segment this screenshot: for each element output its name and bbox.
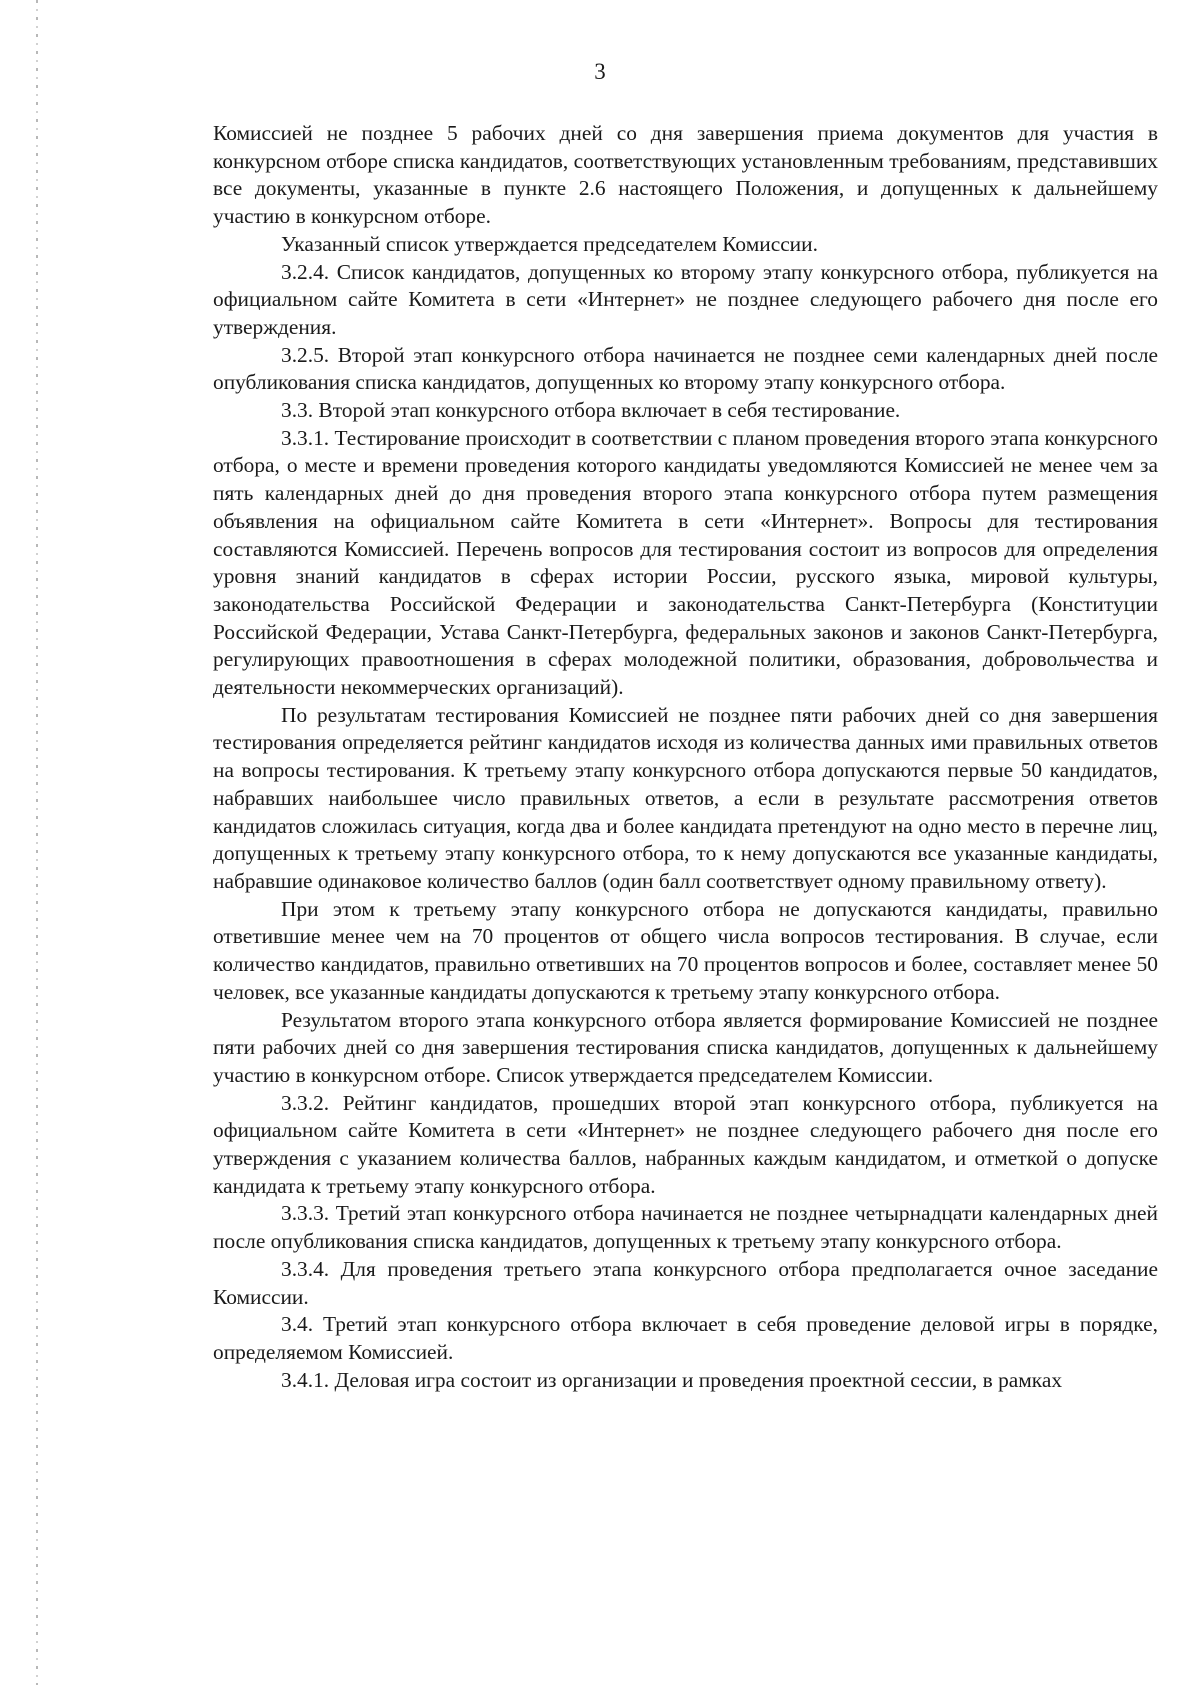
paragraph-70-percent-rule: При этом к третьему этапу конкурсного отбора не допускаются кандидаты, правильно ответившие менее чем на 70 процентов от общего числа вопросов тестирования. В случае, если количество кандидатов, правильно ответивших на 70 процентов вопросов и более, составляет менее 50 человек, все указанные кандидаты допускаются к третьему этапу конкурсного отбора.: [213, 896, 1158, 1004]
paragraph-3-3-3: 3.3.3. Третий этап конкурсного отбора начинается не позднее четырнадцати календарных дней после опубликования списка кандидатов, допущенных к третьему этапу конкурсного отбора.: [213, 1201, 1158, 1254]
page-number: 3: [594, 59, 606, 84]
paragraph-list-approval: Указанный список утверждается председателем Комиссии.: [281, 231, 818, 256]
paragraph-testing-results: По результатам тестирования Комиссией не позднее пяти рабочих дней со дня завершения тестирования определяется рейтинг кандидатов исходя из количества данных ими правильных ответов на вопросы тестирования. К третьему этапу конкурсного отбора допускаются первые 50 кандидатов, набравших наибольшее число правильных ответов, а если в результате рассмотрения ответов кандидатов сложилась ситуация, когда два и более кандидата претендуют на одно место в перечне лиц, допущенных к третьему этапу конкурсного отбора, то к нему допускаются все указанные кандидаты, набравшие одинаковое количество баллов (один балл соответствует одному правильному ответу).: [213, 702, 1158, 893]
paragraph-3-4-1: 3.4.1. Деловая игра состоит из организации и проведения проектной сессии, в рамках: [281, 1367, 1063, 1392]
paragraph-3-2-4: 3.2.4. Список кандидатов, допущенных ко второму этапу конкурсного отбора, публикуется на официальном сайте Комитета в сети «Интернет» не позднее следующего рабочего дня после его утверждения.: [213, 259, 1158, 339]
paragraph-3-3-1: 3.3.1. Тестирование происходит в соответствии с планом проведения второго этапа конкурсного отбора, о месте и времени проведения которого кандидаты уведомляются Комиссией не менее чем за пять календарных дней до дня проведения второго этапа конкурсного отбора путем размещения объявления на официальном сайте Комитета в сети «Интернет». Вопросы для тестирования составляются Комиссией. Перечень вопросов для тестирования состоит из вопросов для определения уровня знаний кандидатов в сферах истории России, русского языка, мировой культуры, законодательства Российской Федерации и законодательства Санкт-Петербурга (Конституции Российской Федерации, Устава Санкт-Петербурга, федеральных законов и законов Санкт-Петербурга, регулирующих правоотношения в сферах молодежной политики, образования, добровольчества и деятельности некоммерческих организаций).: [213, 425, 1158, 700]
paragraph-continuation: Комиссией не позднее 5 рабочих дней со дня завершения приема документов для участия в конкурсном отборе списка кандидатов, соответствующих установленным требованиям, представивших все документы, указанные в пункте 2.6 настоящего Положения, и допущенных к дальнейшему участию в конкурсном отборе.: [213, 121, 1158, 229]
paragraph-3-3: 3.3. Второй этап конкурсного отбора включает в себя тестирование.: [281, 398, 901, 423]
scan-edge-artifact: [36, 0, 38, 1685]
paragraph-3-2-5: 3.2.5. Второй этап конкурсного отбора начинается не позднее семи календарных дней после опубликования списка кандидатов, допущенных ко второму этапу конкурсного отбора.: [213, 342, 1158, 395]
paragraph-3-3-4: 3.3.4. Для проведения третьего этапа конкурсного отбора предполагается очное заседание Комиссии.: [213, 1256, 1158, 1309]
document-body: [213, 120, 1158, 1394]
paragraph-second-stage-result: Результатом второго этапа конкурсного отбора является формирование Комиссией не позднее пяти рабочих дней со дня завершения тестирования списка кандидатов, допущенных к дальнейшему участию в конкурсном отборе. Список утверждается председателем Комиссии.: [213, 1007, 1158, 1087]
paragraph-3-4: 3.4. Третий этап конкурсного отбора включает в себя проведение деловой игры в порядке, определяемом Комиссией.: [213, 1312, 1158, 1364]
paragraph-3-3-2: 3.3.2. Рейтинг кандидатов, прошедших второй этап конкурсного отбора, публикуется на официальном сайте Комитета в сети «Интернет» не позднее следующего рабочего дня после его утверждения с указанием количества баллов, набранных каждым кандидатом, и отметкой о допуске кандидата к третьему этапу конкурсного отбора.: [213, 1090, 1158, 1198]
